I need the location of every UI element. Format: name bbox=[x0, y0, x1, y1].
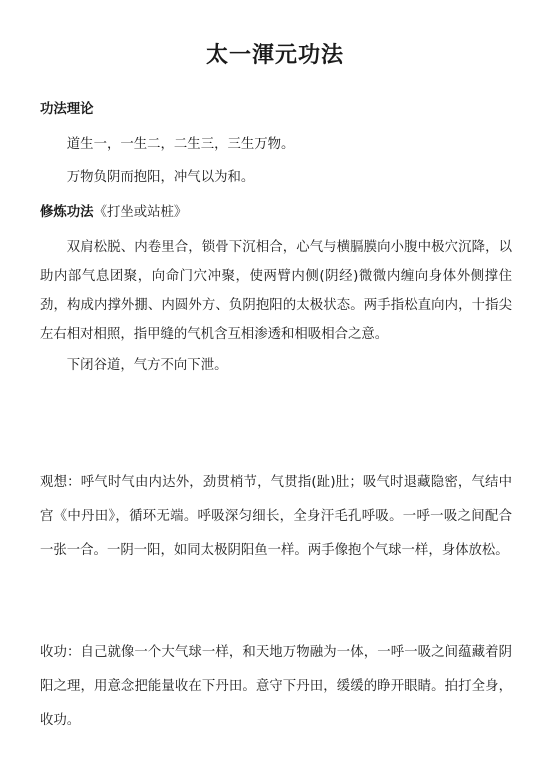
theory-lines bbox=[40, 131, 512, 192]
practice-body bbox=[40, 233, 512, 380]
practice-paragraph: 下闭谷道，气方不向下泄。 bbox=[66, 358, 228, 373]
practice-paragraph: 双肩松脱、内卷里合，锁骨下沉相合，心气与横膈膜向小腹中极穴沉降，以助内部气息团聚，向命门穴冲聚，使两臂内侧(阴经)微微内缠向身体外侧撑住劲，构成内撑外掤、内圆外方、负阴抱阳的太极状态。两手指松直向内，十指尖左右相对相照，指甲缝的气机含互相渗透和相吸相合之意。 bbox=[40, 240, 512, 342]
theory-line: 万物负阴而抱阳，冲气以为和。 bbox=[66, 170, 255, 185]
theory-line: 道生一，一生二，二生三，三生万物。 bbox=[66, 137, 295, 152]
practice-heading-suffix: 《打坐或站桩》 bbox=[93, 205, 188, 220]
practice-heading-line bbox=[40, 199, 512, 227]
practice-heading: 修炼功法 bbox=[40, 205, 94, 220]
theory-heading: 功法理论 bbox=[40, 102, 94, 117]
closing-paragraph: 收功：自己就像一个大气球一样，和天地万物融为一体，一呼一吸之间蕴藏着阴阳之理，用意念把能量收在下丹田。意守下丹田，缓缓的睁开眼睛。拍打全身，收功。 bbox=[40, 645, 512, 728]
theory-section bbox=[40, 96, 512, 124]
page-title: 太一渾元功法 bbox=[205, 43, 344, 68]
visualization-paragraph: 观想：呼气时气由内达外，劲贯梢节，气贯指(趾)肚；吸气时退藏隐密，气结中宫《中丹田》，循环无端。呼吸深匀细长，全身汗毛孔呼吸。一呼一吸之间配合一张一合。一阴一阳，如同太极阴阳鱼一样。两手像抱个气球一样，身体放松。 bbox=[40, 475, 512, 558]
practice-heading-row bbox=[40, 199, 512, 227]
